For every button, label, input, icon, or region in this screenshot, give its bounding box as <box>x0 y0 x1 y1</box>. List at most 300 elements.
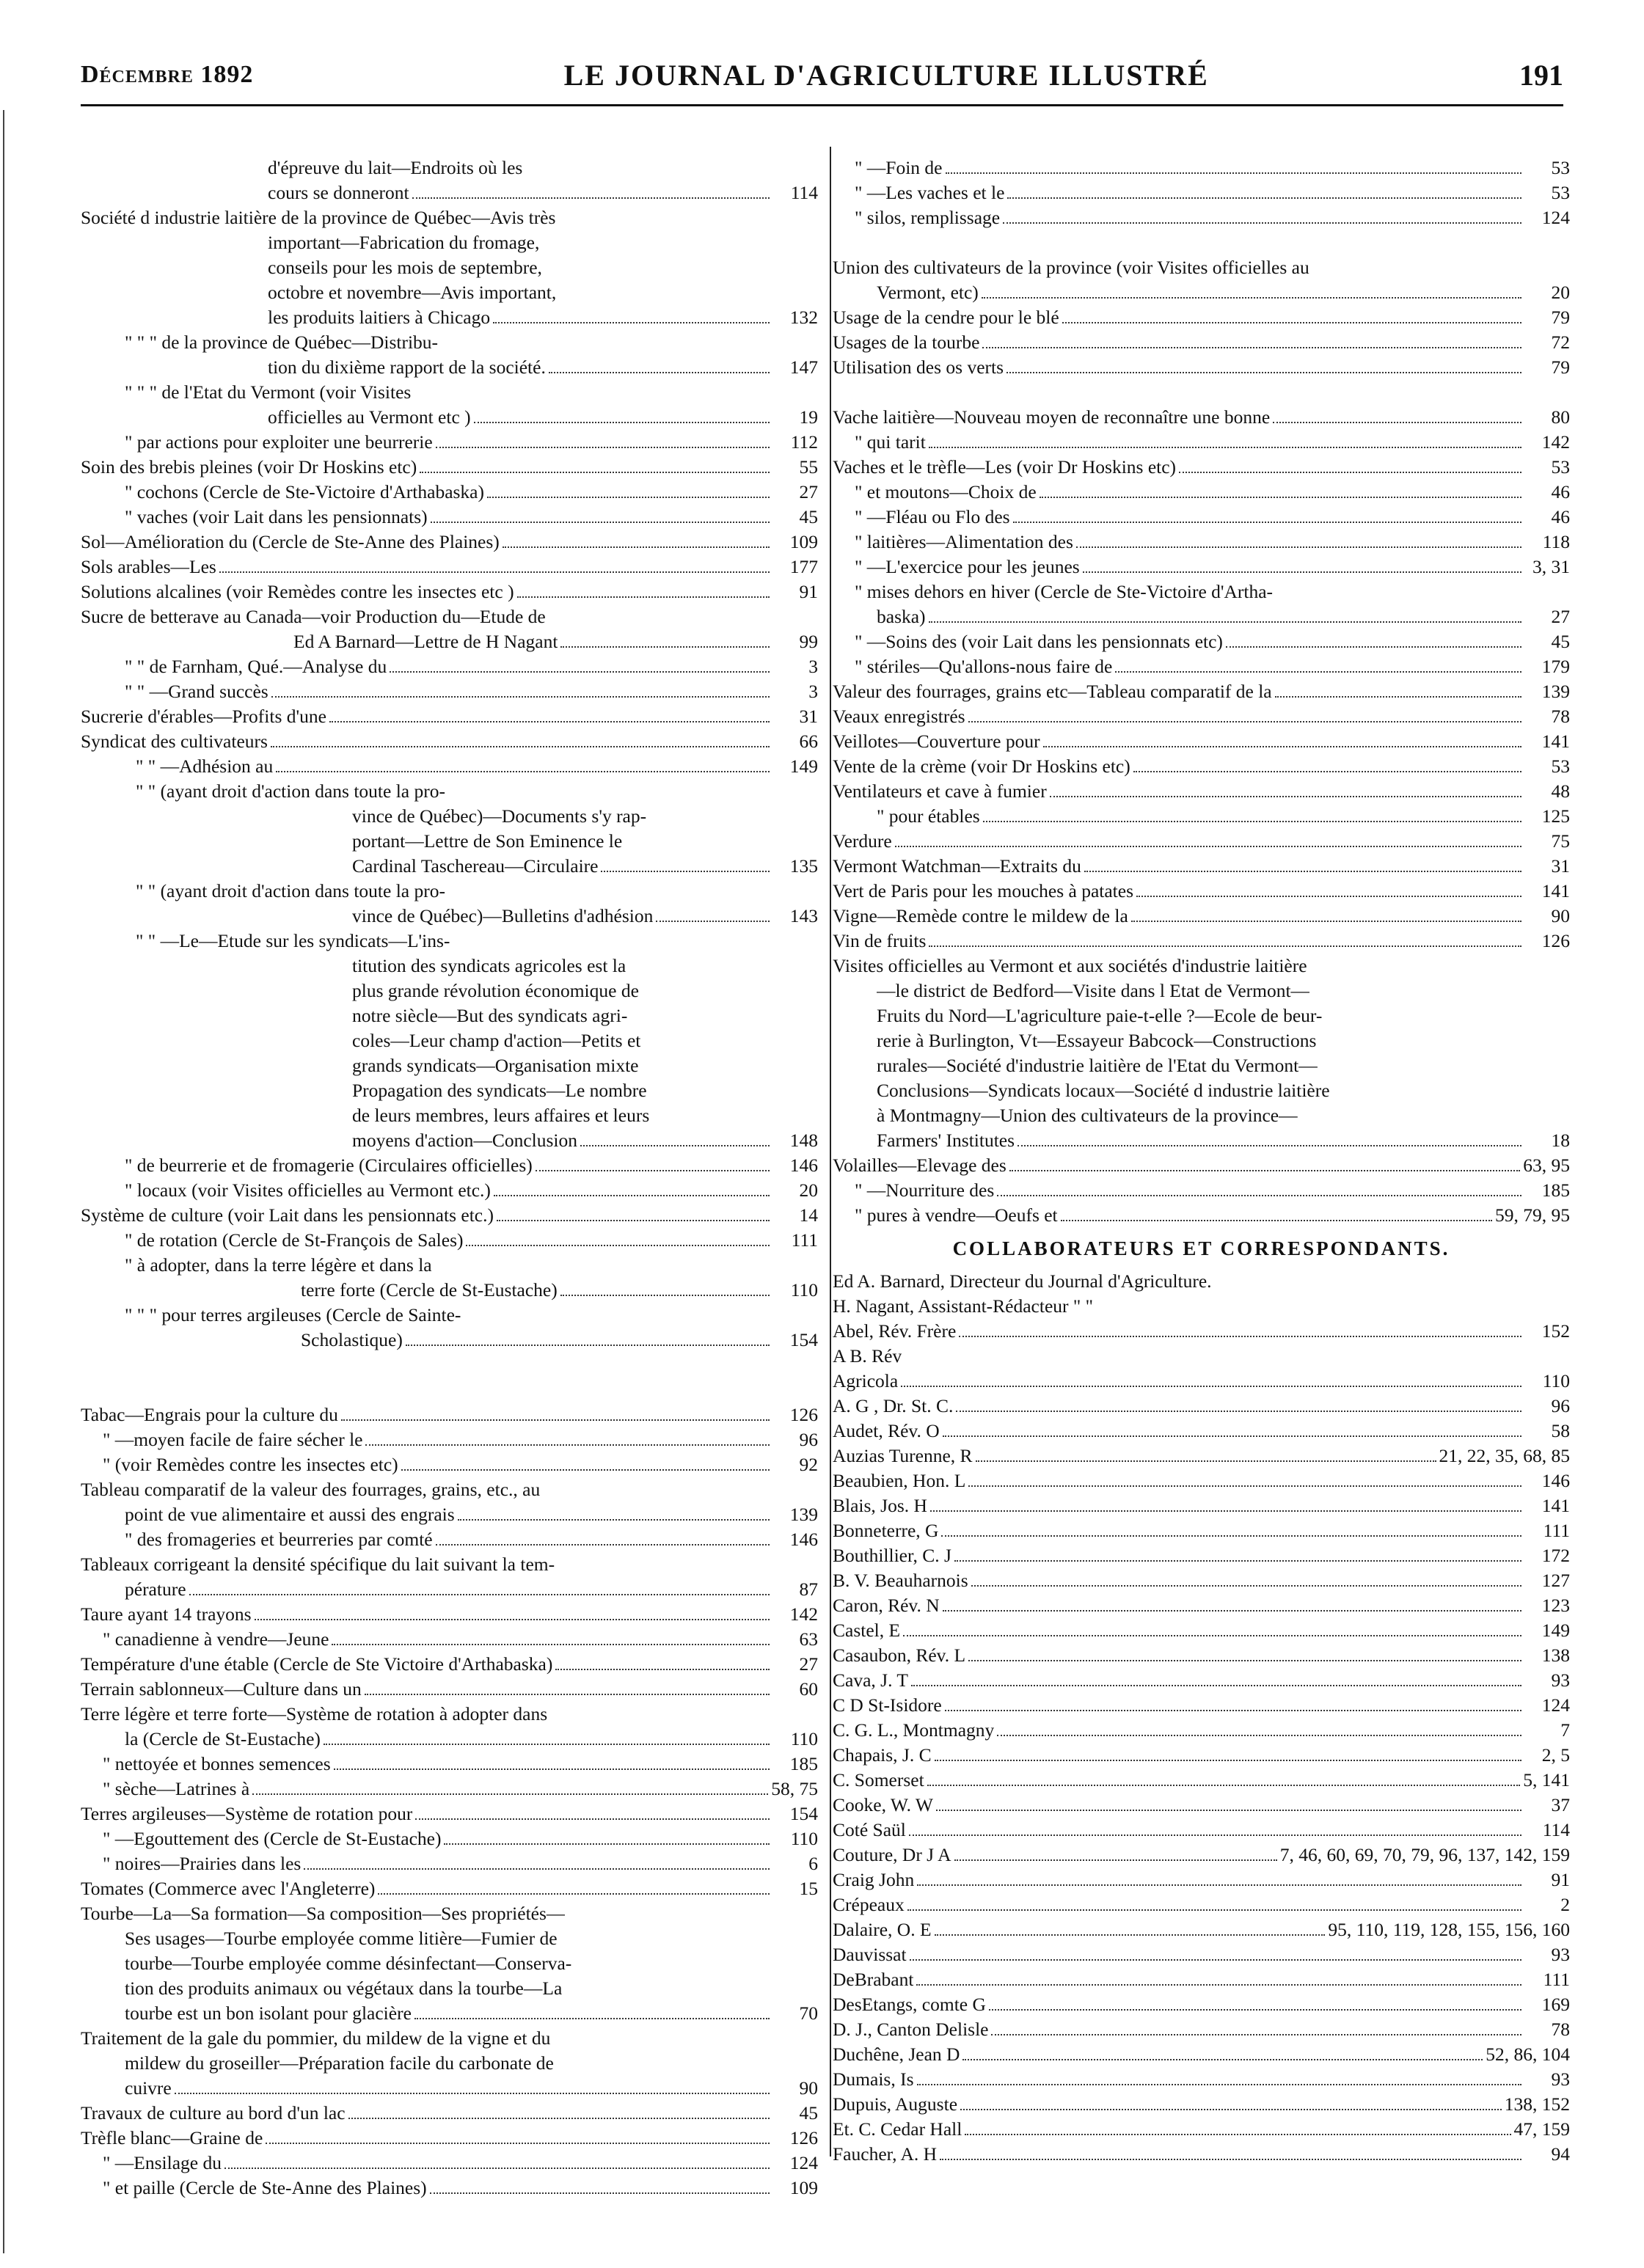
dot-leader <box>997 1734 1521 1736</box>
dot-leader <box>943 1609 1521 1612</box>
entry-page-ref: 75 <box>1551 830 1570 852</box>
index-entry <box>833 1028 1570 1053</box>
index-entry <box>833 2067 1570 2092</box>
index-entry <box>81 978 818 1003</box>
entry-text: DesEtangs, comte G <box>833 1994 986 2015</box>
entry-page-ref: 146 <box>789 1155 818 1176</box>
dot-leader <box>1007 371 1521 373</box>
entry-page-ref: 111 <box>791 1229 818 1251</box>
entry-text: " cochons (Cercle de Ste-Victoire d'Arthabaska) <box>125 481 484 502</box>
entry-text: Sols arables—Les <box>81 556 216 577</box>
dot-leader <box>930 1510 1521 1512</box>
entry-page-ref: 53 <box>1551 456 1570 478</box>
dot-leader <box>989 2008 1521 2011</box>
entry-text: vince de Québec)—Bulletins d'adhésion <box>352 905 654 926</box>
index-entry <box>81 1228 818 1253</box>
entry-text: " —Foin de <box>855 157 943 178</box>
index-entry <box>833 1967 1570 1992</box>
index-entry <box>833 505 1570 530</box>
index-entry <box>833 1868 1570 1892</box>
entry-page-ref: 111 <box>1543 1520 1570 1541</box>
entry-text: Tomates (Commerce avec l'Angleterre) <box>81 1878 376 1899</box>
entry-text: " —Soins des (voir Lait dans les pensionnats etc) <box>855 631 1223 652</box>
index-entry <box>833 954 1570 978</box>
index-entry <box>833 1269 1570 1294</box>
dot-leader <box>940 2158 1521 2160</box>
index-entry <box>81 1427 818 1452</box>
entry-page-ref: 93 <box>1551 1669 1570 1691</box>
entry-page-ref: 118 <box>1542 531 1570 552</box>
dot-leader <box>503 546 770 548</box>
entry-text: " " —Le—Etude sur les syndicats—L'ins- <box>136 930 450 951</box>
dot-leader <box>175 2092 770 2094</box>
entry-text: " —Fléau ou Flo des <box>855 506 1010 527</box>
entry-text: " —Ensilage du <box>103 2152 222 2173</box>
entry-text: " laitières—Alimentation des <box>855 531 1073 552</box>
entry-text: A B. Rév <box>833 1345 902 1367</box>
index-column-left <box>81 156 818 2201</box>
entry-text: tourbe est un bon isolant pour glacière <box>125 2002 412 2024</box>
entry-text: Terres argileuses—Système de rotation pour <box>81 1803 413 1824</box>
entry-page-ref: 142 <box>1541 431 1570 453</box>
entry-page-ref: 91 <box>799 581 818 602</box>
index-entry <box>81 804 818 829</box>
index-entry <box>833 2117 1570 2142</box>
entry-text: Trèfle blanc—Graine de <box>81 2127 263 2148</box>
entry-page-ref: 96 <box>1551 1395 1570 1416</box>
dot-leader <box>1133 770 1521 772</box>
index-entry <box>81 929 818 954</box>
dot-leader <box>971 1584 1521 1587</box>
index-entry <box>81 1901 818 1926</box>
index-entry <box>833 530 1570 555</box>
dot-leader <box>954 1559 1521 1562</box>
entry-page-ref: 80 <box>1551 406 1570 428</box>
index-entry <box>81 1727 818 1752</box>
entry-page-ref: 146 <box>1541 1470 1570 1491</box>
index-entry <box>833 1743 1570 1768</box>
dot-leader <box>536 1169 770 1171</box>
entry-page-ref: 53 <box>1551 157 1570 178</box>
dot-leader <box>430 2192 770 2194</box>
index-entry <box>81 1203 818 1228</box>
entry-page-ref: 139 <box>1541 681 1570 702</box>
entry-page-ref: 78 <box>1551 2019 1570 2040</box>
entry-page-ref: 18 <box>1551 1130 1570 1151</box>
entry-page-ref: 45 <box>799 2102 818 2123</box>
entry-text: C. Somerset <box>833 1769 924 1790</box>
entry-text: " des fromageries et beurreries par comté <box>125 1529 433 1550</box>
entry-page-ref: 20 <box>799 1179 818 1201</box>
blank-line <box>833 380 1570 405</box>
entry-text: Vert de Paris pour les mouches à patates <box>833 880 1134 901</box>
left-margin-rule <box>3 110 4 2253</box>
dot-leader <box>968 1659 1521 1661</box>
index-entry <box>81 405 818 430</box>
entry-page-ref: 3, 31 <box>1532 556 1570 577</box>
entry-text: Dumais, Is <box>833 2068 914 2090</box>
dot-leader <box>656 920 770 922</box>
entry-page-ref: 110 <box>1542 1370 1570 1391</box>
entry-text: Tourbe—La—Sa formation—Sa composition—Ses propriétés— <box>81 1903 566 1924</box>
entry-text: Vache laitière—Nouveau moyen de reconnaître une bonne <box>833 406 1271 428</box>
index-entry <box>833 1444 1570 1468</box>
entry-text: " mises dehors en hiver (Cercle de Ste-Victoire d'Artha- <box>855 581 1274 602</box>
index-entry <box>81 854 818 879</box>
entry-text: Chapais, J. C <box>833 1744 932 1766</box>
entry-page-ref: 149 <box>1541 1620 1570 1641</box>
index-entry <box>833 1793 1570 1818</box>
entry-page-ref: 72 <box>1551 332 1570 353</box>
index-entry <box>833 1518 1570 1543</box>
entry-text: portant—Lettre de Son Eminence le <box>352 830 623 852</box>
entry-text: Terre légère et terre forte—Système de rotation à adopter dans <box>81 1703 548 1724</box>
entry-text: Union des cultivateurs de la province (voir Visites officielles au <box>833 257 1309 278</box>
entry-text: " et paille (Cercle de Ste-Anne des Plaines) <box>103 2177 427 2198</box>
entry-page-ref: 141 <box>1541 1495 1570 1516</box>
entry-text: Veaux enregistrés <box>833 706 965 727</box>
entry-page-ref: 31 <box>799 706 818 727</box>
index-entry <box>833 1693 1570 1718</box>
dot-leader <box>962 2058 1483 2060</box>
index-entry <box>81 180 818 205</box>
entry-text: " —Egouttement des (Cercle de St-Eustache) <box>103 1828 442 1849</box>
index-entry <box>833 2092 1570 2117</box>
dot-leader <box>943 1435 1521 1437</box>
index-entry <box>833 205 1570 230</box>
entry-page-ref: 20 <box>1551 282 1570 303</box>
entry-page-ref: 138, 152 <box>1504 2093 1570 2115</box>
entry-page-ref: 52, 86, 104 <box>1486 2044 1570 2065</box>
index-entry <box>833 1992 1570 2017</box>
entry-text: Castel, E <box>833 1620 901 1641</box>
entry-text: " noires—Prairies dans les <box>103 1853 302 1874</box>
entry-text: Vigne—Remède contre le mildew de la <box>833 905 1128 926</box>
dot-leader <box>1018 1144 1521 1146</box>
index-entry <box>833 854 1570 879</box>
entry-page-ref: 111 <box>1543 1969 1570 1990</box>
entry-page-ref: 177 <box>789 556 818 577</box>
dot-leader <box>911 1684 1521 1686</box>
dot-leader <box>415 1818 770 1820</box>
entry-text: " " (ayant droit d'action dans toute la pro- <box>136 780 445 802</box>
index-entry <box>81 1303 818 1328</box>
entry-text: H. Nagant, Assistant-Rédacteur " " <box>833 1295 1094 1317</box>
header-date: Décembre 1892 <box>81 61 254 88</box>
entry-page-ref: 7 <box>1560 1719 1570 1741</box>
entry-text: Faucher, A. H <box>833 2143 938 2165</box>
index-entry <box>833 1892 1570 1917</box>
entry-page-ref: 53 <box>1551 182 1570 203</box>
index-entry <box>833 355 1570 380</box>
journal-title: LE JOURNAL D'AGRICULTURE ILLUSTRÉ <box>563 58 1209 92</box>
index-entry <box>81 629 818 654</box>
entry-text: Tableaux corrigeant la densité spécifique du lait suivant la tem- <box>81 1554 555 1575</box>
index-entry <box>833 604 1570 629</box>
index-entry <box>81 829 818 854</box>
dot-leader <box>271 695 770 698</box>
entry-page-ref: 154 <box>789 1329 818 1350</box>
index-entry <box>833 1468 1570 1493</box>
entry-page-ref: 79 <box>1551 307 1570 328</box>
dot-leader <box>935 1759 1521 1761</box>
dot-leader <box>401 1468 770 1471</box>
entry-text: Couture, Dr J A <box>833 1844 951 1865</box>
entry-page-ref: 138 <box>1541 1645 1570 1666</box>
entry-text: " par actions pour exploiter une beurrerie <box>125 431 433 453</box>
index-entry <box>81 1253 818 1278</box>
index-entry <box>81 305 818 330</box>
dot-leader <box>968 1485 1521 1487</box>
entry-page-ref: 154 <box>789 1803 818 1824</box>
index-entry <box>833 1078 1570 1103</box>
dot-leader <box>965 2133 1510 2135</box>
entry-text: Système de culture (voir Lait dans les pensionnats etc.) <box>81 1204 494 1226</box>
dot-leader <box>580 1144 770 1146</box>
entry-text: " vaches (voir Lait dans les pensionnats) <box>125 506 428 527</box>
index-entry <box>833 1768 1570 1793</box>
entry-text: Cooke, W. W <box>833 1794 933 1815</box>
dot-leader <box>252 1793 768 1795</box>
index-entry <box>833 1153 1570 1178</box>
index-entry <box>81 1652 818 1677</box>
entry-text: Auzias Turenne, R <box>833 1445 973 1466</box>
entry-text: Crépeaux <box>833 1894 905 1915</box>
entry-page-ref: 48 <box>1551 780 1570 802</box>
entry-text: plus grande révolution économique de <box>352 980 639 1001</box>
entry-text: Scholastique) <box>301 1329 403 1350</box>
index-entry <box>833 180 1570 205</box>
entry-text: " (voir Remèdes contre les insectes etc) <box>103 1454 398 1475</box>
entry-text: Vermont, etc) <box>877 282 979 303</box>
dot-leader <box>1040 496 1521 498</box>
dot-leader <box>329 720 770 723</box>
entry-text: Société d industrie laitière de la province de Québec—Avis très <box>81 207 556 228</box>
dot-leader <box>276 770 770 772</box>
index-entry <box>81 2076 818 2101</box>
index-entry <box>833 1319 1570 1344</box>
index-entry <box>833 1053 1570 1078</box>
entry-text: tion du dixième rapport de la société. <box>268 356 546 378</box>
index-entry <box>833 1344 1570 1369</box>
entry-page-ref: 3 <box>808 681 818 702</box>
entry-text: Audet, Rév. O <box>833 1420 940 1441</box>
entry-text: D. J., Canton Delisle <box>833 2019 989 2040</box>
dot-leader <box>927 1784 1521 1786</box>
index-entry <box>833 1128 1570 1153</box>
entry-page-ref: 15 <box>799 1878 818 1899</box>
entry-text: titution des syndicats agricoles est la <box>352 955 626 976</box>
index-entry <box>833 904 1570 929</box>
index-entry <box>81 1003 818 1028</box>
dot-leader <box>901 1385 1521 1387</box>
index-entry <box>81 2026 818 2051</box>
dot-leader <box>910 1958 1521 1961</box>
index-entry <box>833 405 1570 430</box>
entry-page-ref: 45 <box>1551 631 1570 652</box>
index-entry <box>81 1627 818 1652</box>
entry-page-ref: 124 <box>1541 1694 1570 1716</box>
entry-text: Bonneterre, G <box>833 1520 939 1541</box>
entry-page-ref: 126 <box>1541 930 1570 951</box>
entry-page-ref: 146 <box>789 1529 818 1550</box>
entry-page-ref: 132 <box>789 307 818 328</box>
index-entry <box>833 1003 1570 1028</box>
entry-text: Blais, Jos. H <box>833 1495 927 1516</box>
index-entry <box>833 829 1570 854</box>
entry-text: Dupuis, Auguste <box>833 2093 958 2115</box>
index-entry <box>81 205 818 230</box>
index-entry <box>81 255 818 280</box>
dot-leader <box>1076 546 1521 548</box>
dot-leader <box>365 1444 770 1446</box>
entry-text: les produits laitiers à Chicago <box>268 307 491 328</box>
dot-leader <box>1275 695 1521 698</box>
entry-text: Cardinal Taschereau—Circulaire <box>352 855 599 877</box>
entry-text: " stériles—Qu'allons-nous faire de <box>855 656 1113 677</box>
dot-leader <box>431 521 770 523</box>
entry-text: Bouthillier, C. J <box>833 1545 951 1566</box>
dot-leader <box>334 1768 770 1770</box>
dot-leader <box>458 1518 770 1521</box>
entry-page-ref: 94 <box>1551 2143 1570 2165</box>
index-entry <box>833 455 1570 480</box>
index-entry <box>81 430 818 455</box>
entry-page-ref: 126 <box>789 2127 818 2148</box>
entry-page-ref: 125 <box>1541 805 1570 827</box>
dot-leader <box>1273 421 1521 423</box>
entry-page-ref: 53 <box>1551 756 1570 777</box>
dot-leader <box>960 2108 1502 2110</box>
entry-page-ref: 141 <box>1541 731 1570 752</box>
index-entry <box>81 1278 818 1303</box>
index-entry <box>833 1394 1570 1419</box>
index-entry <box>81 2176 818 2201</box>
dot-leader <box>917 2083 1522 2085</box>
dot-leader <box>1007 197 1521 199</box>
entry-page-ref: 21, 22, 35, 68, 85 <box>1439 1445 1570 1466</box>
entry-text: Fruits du Nord—L'agriculture paie-t-elle ?—Ecole de beur- <box>877 1005 1323 1026</box>
entry-text: la (Cercle de St-Eustache) <box>125 1728 321 1749</box>
entry-text: " " " de l'Etat du Vermont (voir Visites <box>125 381 412 403</box>
entry-page-ref: 66 <box>799 731 818 752</box>
index-entry <box>833 754 1570 779</box>
entry-text: Caron, Rév. N <box>833 1595 940 1616</box>
index-entry <box>81 1527 818 1552</box>
entry-text: rurales—Société d'industrie laitière de l'Etat du Vermont— <box>877 1055 1318 1076</box>
index-entry <box>81 1801 818 1826</box>
dot-leader <box>601 870 770 872</box>
entry-text: " —moyen facile de faire sécher le <box>103 1429 363 1450</box>
index-entry <box>81 754 818 779</box>
entry-page-ref: 7, 46, 60, 69, 70, 79, 96, 137, 142, 159 <box>1279 1844 1570 1865</box>
entry-text: " de rotation (Cercle de St-François de Sales) <box>125 1229 464 1251</box>
index-entry <box>81 779 818 804</box>
dot-leader <box>1050 795 1521 797</box>
entry-text: " sèche—Latrines à <box>103 1778 250 1799</box>
entry-page-ref: 46 <box>1551 506 1570 527</box>
index-entry <box>833 1493 1570 1518</box>
index-entry <box>833 1419 1570 1444</box>
entry-text: Dauvissat <box>833 1944 907 1965</box>
entry-text: Duchêne, Jean D <box>833 2044 960 2065</box>
entry-page-ref: 126 <box>789 1404 818 1425</box>
index-entry <box>833 480 1570 505</box>
index-entry <box>81 1078 818 1103</box>
dot-leader <box>1061 1219 1492 1221</box>
index-entry <box>81 1028 818 1053</box>
index-entry <box>81 505 818 530</box>
index-entry <box>81 2001 818 2026</box>
index-entry <box>81 1552 818 1577</box>
index-entry <box>81 729 818 754</box>
entry-text: Syndicat des cultivateurs <box>81 731 268 752</box>
entry-text: tourbe—Tourbe employée comme désinfectant—Conserva- <box>125 1953 572 1974</box>
dot-leader <box>1043 745 1521 747</box>
entry-text: Vermont Watchman—Extraits du <box>833 855 1081 877</box>
index-entry <box>81 1053 818 1078</box>
entry-text: point de vue alimentaire et aussi des engrais <box>125 1504 455 1525</box>
blank-line <box>81 1353 818 1378</box>
dot-leader <box>1003 222 1521 224</box>
dot-leader <box>406 1344 770 1346</box>
dot-leader <box>903 1634 1521 1636</box>
dot-leader <box>917 1884 1521 1886</box>
entry-text: Ed A. Barnard, Directeur du Journal d'Agriculture. <box>833 1270 1212 1292</box>
entry-text: " pures à vendre—Oeufs et <box>855 1204 1058 1226</box>
entry-page-ref: 58 <box>1551 1420 1570 1441</box>
index-entry <box>833 1843 1570 1868</box>
entry-text: Agricola <box>833 1370 899 1391</box>
index-entry <box>81 1602 818 1627</box>
entry-page-ref: 19 <box>799 406 818 428</box>
dot-leader <box>946 172 1522 174</box>
entry-page-ref: 90 <box>799 2077 818 2099</box>
entry-text: cours se donneront <box>268 182 409 203</box>
index-entry <box>81 1752 818 1777</box>
entry-page-ref: 70 <box>799 2002 818 2024</box>
dot-leader <box>954 1859 1277 1861</box>
entry-page-ref: 46 <box>1551 481 1570 502</box>
entry-page-ref: 27 <box>799 1653 818 1675</box>
index-entry <box>833 1294 1570 1319</box>
entry-text: Traitement de la gale du pommier, du mildew de la vigne et du <box>81 2027 551 2049</box>
entry-page-ref: 58, 75 <box>771 1778 818 1799</box>
dot-leader <box>420 471 770 473</box>
index-entry <box>81 704 818 729</box>
entry-page-ref: 93 <box>1551 2068 1570 2090</box>
index-entry <box>81 1976 818 2001</box>
dot-leader <box>493 321 770 323</box>
index-entry <box>81 380 818 405</box>
index-entry <box>833 779 1570 804</box>
index-entry <box>833 1593 1570 1618</box>
index-entry <box>833 729 1570 754</box>
dot-leader <box>255 1618 770 1620</box>
entry-text: Visites officielles au Vermont et aux sociétés d'industrie laitière <box>833 955 1307 976</box>
index-entry <box>833 280 1570 305</box>
dot-leader <box>945 1709 1521 1711</box>
entry-text: baska) <box>877 606 926 627</box>
entry-text: Température d'une étable (Cercle de Ste Victoire d'Arthabaska) <box>81 1653 553 1675</box>
entry-page-ref: 3 <box>808 656 818 677</box>
dot-leader <box>1226 645 1521 648</box>
entry-text: rerie à Burlington, Vt—Essayeur Babcock—Constructions <box>877 1030 1317 1051</box>
entry-page-ref: 93 <box>1551 1944 1570 1965</box>
index-entry <box>81 1128 818 1153</box>
entry-page-ref: 185 <box>1541 1179 1570 1201</box>
entry-page-ref: 27 <box>799 481 818 502</box>
